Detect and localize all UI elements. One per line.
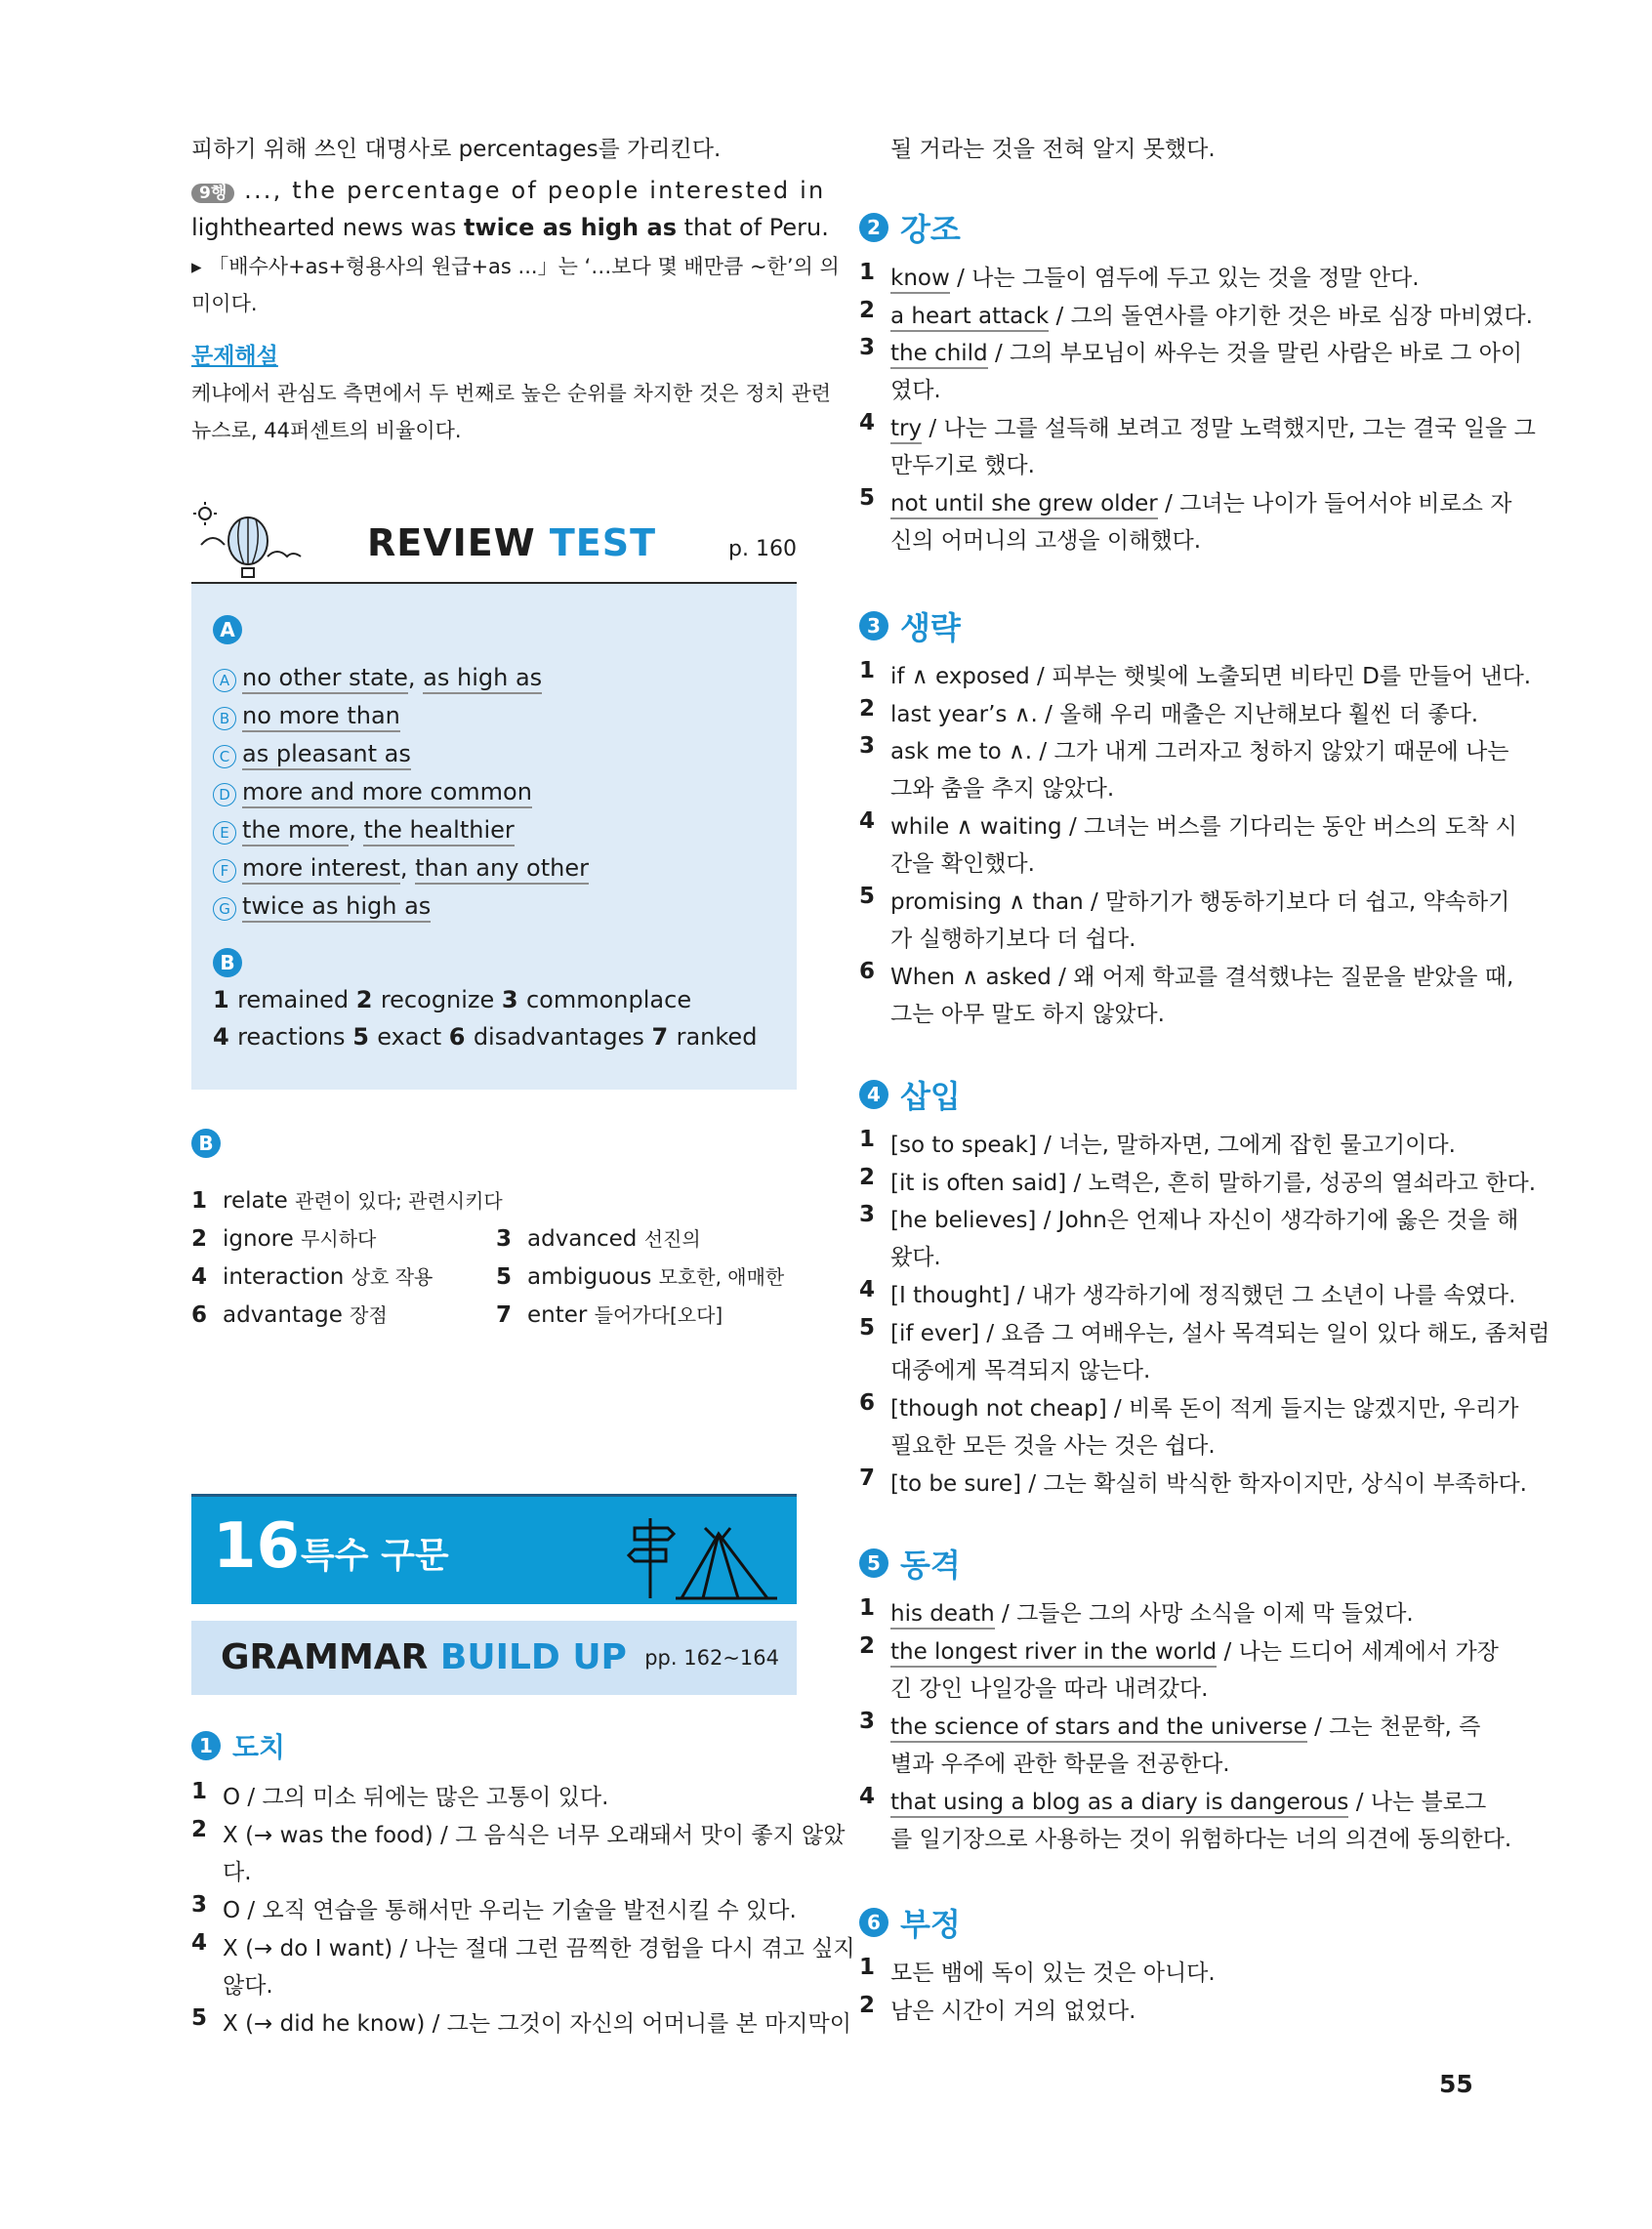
item-text bbox=[890, 808, 1517, 841]
answer-text: / 나는 그들이 염두에 두고 있는 것을 정말 안다. bbox=[949, 266, 1420, 291]
gbu-title-b: BUILD UP bbox=[439, 1637, 627, 1677]
review-a-answer: , bbox=[399, 854, 416, 882]
solution-line-1: 케냐에서 관심도 측면에서 두 번째로 높은 순위를 차지한 것은 정치 관련 bbox=[191, 382, 832, 405]
line-tag: 9행 bbox=[191, 184, 234, 203]
item-text bbox=[890, 260, 1420, 292]
item-number: 6 bbox=[859, 959, 876, 984]
section-header bbox=[859, 1072, 961, 1117]
section-number: 1 bbox=[191, 1731, 221, 1760]
item-number: 4 bbox=[191, 1930, 208, 1956]
answer-text: / 그의 돌연사를 야기한 것은 바로 심장 마비였다. bbox=[1049, 303, 1533, 329]
review-a-item bbox=[213, 892, 431, 921]
note-line-1: ▸ 「배수사+as+형용사의 원급+as ...」는 ‘…보다 몇 배만큼 ~한’의 의 bbox=[191, 255, 840, 278]
answer-underlined: not until she grew older bbox=[890, 491, 1158, 519]
item-number: 5 bbox=[859, 884, 876, 909]
intro-text: 피하기 위해 쓰인 대명사로 percentages를 가리킨다. bbox=[191, 137, 722, 162]
section-header bbox=[859, 205, 961, 250]
item-text bbox=[890, 1633, 1499, 1666]
answer-text: / 그들은 그의 사망 소식을 이제 막 들었다. bbox=[994, 1601, 1414, 1627]
section-title: 동격 bbox=[900, 1547, 961, 1584]
item-text: X (→ do I want) / 나는 절대 그런 끔찍한 경험을 다시 겪고 싶지 bbox=[223, 1936, 855, 1961]
review-b-word: remained bbox=[237, 986, 356, 1013]
vocab-meaning: 들어가다[오다] bbox=[594, 1303, 723, 1327]
answer-underlined: a heart attack bbox=[890, 304, 1049, 332]
item-number: 3 bbox=[859, 733, 876, 759]
answer-text: / 나는 드디어 세계에서 가장 bbox=[1217, 1638, 1499, 1665]
item-text-cont: 신의 어머니의 고생을 이해했다. bbox=[890, 528, 1202, 554]
answer-underlined: know bbox=[890, 266, 950, 294]
answer-text: [I thought] / 내가 생각하기에 정직했던 그 소년이 나를 속였다. bbox=[890, 1283, 1516, 1308]
unit-banner bbox=[191, 1494, 797, 1604]
review-a-answer: , bbox=[349, 816, 364, 844]
answer-text: [if ever] / 요즘 그 여배우는, 설사 목격되는 일이 있다 해도, 좀처럼 bbox=[890, 1320, 1550, 1346]
vocab-number: 2 bbox=[191, 1226, 208, 1252]
item-text-cont: 를 일기장으로 사용하는 것이 위험하다는 너의 의견에 동의한다. bbox=[890, 1826, 1512, 1852]
item-text-cont: 가 실행하기보다 더 쉽다. bbox=[890, 927, 1136, 952]
vocab-item bbox=[191, 1300, 388, 1328]
section-title: 삽입 bbox=[900, 1078, 961, 1115]
vocab-word: ignore bbox=[223, 1226, 302, 1252]
item-text bbox=[890, 1993, 1136, 2025]
gbu-title-a: GRAMMAR bbox=[221, 1637, 440, 1677]
item-text bbox=[890, 733, 1509, 765]
section-title: 부정 bbox=[900, 1906, 961, 1943]
review-page: p. 160 bbox=[728, 537, 797, 561]
vocab-meaning: 관련이 있다; 관련시키다 bbox=[295, 1189, 503, 1213]
item-text bbox=[890, 335, 1522, 367]
item-text bbox=[890, 1465, 1527, 1498]
vocab-item bbox=[496, 1261, 784, 1290]
item-number: 1 bbox=[191, 1779, 208, 1804]
vocab-meaning: 무시하다 bbox=[301, 1227, 377, 1251]
review-a-item bbox=[213, 854, 589, 883]
unit-title: 특수 구문 bbox=[301, 1536, 449, 1576]
item-text bbox=[890, 1390, 1518, 1423]
item-text bbox=[890, 696, 1478, 728]
review-a-mark: B bbox=[213, 707, 236, 730]
item-number: 4 bbox=[859, 410, 876, 435]
item-number: 3 bbox=[859, 1708, 876, 1734]
item-number: 5 bbox=[191, 2005, 208, 2031]
review-b-word: ranked bbox=[676, 1023, 758, 1051]
vocab-meaning: 선진의 bbox=[643, 1227, 701, 1251]
review-title-a: REVIEW bbox=[367, 521, 550, 564]
section-number: 3 bbox=[859, 611, 888, 640]
item-text bbox=[890, 1202, 1518, 1234]
review-b-line-1 bbox=[213, 986, 691, 1013]
answer-underlined: the science of stars and the universe bbox=[890, 1714, 1307, 1743]
review-a-badge: A bbox=[213, 615, 242, 644]
gbu-pages: pp. 162~164 bbox=[644, 1646, 779, 1670]
quote-part-2a: lighthearted news was bbox=[191, 214, 464, 241]
review-b-number: 4 bbox=[213, 1023, 238, 1051]
section-number: 4 bbox=[859, 1080, 888, 1109]
answer-underlined: the longest river in the world bbox=[890, 1639, 1217, 1668]
item-number: 3 bbox=[859, 1202, 876, 1227]
vocab-item bbox=[191, 1185, 503, 1214]
grammar-build-up-header bbox=[191, 1621, 797, 1695]
item-number: 2 bbox=[859, 1632, 876, 1659]
vocab-word: interaction bbox=[223, 1264, 351, 1290]
unit-number: 16 bbox=[213, 1510, 301, 1583]
vocab-meaning: 상호 작용 bbox=[351, 1265, 434, 1289]
vocab-item bbox=[496, 1300, 723, 1328]
review-a-item bbox=[213, 816, 515, 845]
answer-text: / 나는 그를 설득해 보려고 정말 노력했지만, 그는 결국 일을 그 bbox=[922, 416, 1536, 441]
item-number: 2 bbox=[859, 1992, 876, 2018]
answer-underlined: that using a blog as a diary is dangerous bbox=[890, 1790, 1348, 1818]
review-a-answer: more and more common bbox=[242, 778, 532, 808]
section-number: 5 bbox=[859, 1548, 888, 1578]
answer-text: while ∧ waiting / 그녀는 버스를 기다리는 동안 버스의 도착 시 bbox=[890, 814, 1517, 840]
review-b-number: 7 bbox=[651, 1023, 677, 1051]
review-a-answer: , bbox=[407, 664, 424, 691]
item-number: 6 bbox=[859, 1389, 876, 1416]
item-number: 1 bbox=[859, 1127, 876, 1152]
answer-text: 남은 시간이 거의 없었다. bbox=[890, 1998, 1136, 2024]
section-header bbox=[859, 1900, 961, 1945]
item-text-cont: 필요한 모든 것을 사는 것은 쉽다. bbox=[890, 1432, 1216, 1459]
item-text-cont: 왔다. bbox=[890, 1245, 941, 1270]
item-text-cont: 대중에게 목격되지 않는다. bbox=[890, 1357, 1151, 1383]
answer-text: / 그는 천문학, 즉 bbox=[1306, 1713, 1481, 1740]
answer-text: [to be sure] / 그는 확실히 박식한 학자이지만, 상식이 부족하다. bbox=[890, 1470, 1527, 1497]
review-b-number: 3 bbox=[501, 986, 526, 1013]
review-b-number: 6 bbox=[448, 1023, 474, 1051]
review-b-number: 5 bbox=[352, 1023, 378, 1051]
review-b-word: exact bbox=[377, 1023, 449, 1051]
review-b-number: 2 bbox=[355, 986, 381, 1013]
answer-text: / 그의 부모님이 싸우는 것을 말린 사람은 바로 그 아이 bbox=[987, 341, 1523, 366]
section-header bbox=[859, 1541, 961, 1586]
top-line: 될 거라는 것을 전혀 알지 못했다. bbox=[890, 137, 1216, 162]
answer-text: if ∧ exposed / 피부는 햇빛에 노출되면 비타민 D를 만들어 낸다. bbox=[890, 664, 1532, 689]
review-a-answer: no more than bbox=[242, 702, 400, 732]
section-number: 2 bbox=[859, 213, 888, 242]
vocab-number: 7 bbox=[496, 1302, 513, 1328]
item-number: 1 bbox=[859, 658, 876, 683]
answer-text: [so to speak] / 너는, 말하자면, 그에게 잡힌 물고기이다. bbox=[890, 1133, 1456, 1158]
answer-text: ask me to ∧. / 그가 내게 그러자고 청하지 않았기 때문에 나는 bbox=[890, 739, 1509, 764]
item-text: O / 오직 연습을 통해서만 우리는 기술을 발전시킬 수 있다. bbox=[223, 1898, 797, 1923]
review-a-answer: than any other bbox=[415, 854, 589, 885]
item-number: 2 bbox=[859, 695, 876, 722]
section-header bbox=[859, 603, 961, 648]
answer-underlined: his death bbox=[890, 1601, 995, 1630]
item-text-cont: 별과 우주에 관한 학문을 전공한다. bbox=[890, 1751, 1230, 1777]
item-text: O / 그의 미소 뒤에는 많은 고통이 있다. bbox=[223, 1785, 609, 1810]
item-text bbox=[890, 1784, 1486, 1816]
item-text bbox=[890, 1165, 1536, 1197]
answer-text: 모든 뱀에 독이 있는 것은 아니다. bbox=[890, 1961, 1216, 1986]
review-title-b: TEST bbox=[549, 521, 657, 564]
item-text-cont: 만두기로 했다. bbox=[890, 453, 1035, 478]
item-text-cont: 그는 아무 말도 하지 않았다. bbox=[890, 1002, 1165, 1027]
vocab-number: 4 bbox=[191, 1264, 208, 1290]
item-number: 1 bbox=[859, 260, 876, 285]
vocab-badge: B bbox=[191, 1129, 221, 1158]
answer-underlined: try bbox=[890, 416, 922, 444]
quote-line-1 bbox=[191, 176, 825, 208]
vocab-item bbox=[191, 1223, 376, 1252]
review-b-word: commonplace bbox=[525, 986, 692, 1013]
item-number: 7 bbox=[859, 1465, 876, 1491]
review-a-mark: C bbox=[213, 745, 236, 768]
gbu-title bbox=[221, 1637, 627, 1677]
item-number: 5 bbox=[859, 1314, 876, 1341]
item-text-cont: 그와 춤을 추지 않았다. bbox=[890, 776, 1115, 802]
item-number: 5 bbox=[859, 485, 876, 511]
vocab-word: ambiguous bbox=[527, 1264, 659, 1290]
item-text: 않다. bbox=[223, 1973, 273, 1999]
quote-part-1: ..., the percentage of people interested in bbox=[244, 177, 826, 204]
tent-signpost-icon bbox=[621, 1510, 787, 1600]
item-number: 3 bbox=[859, 335, 876, 360]
review-a-mark: E bbox=[213, 821, 236, 845]
section-title: 생략 bbox=[900, 609, 961, 646]
review-b-number: 1 bbox=[213, 986, 238, 1013]
review-a-mark: A bbox=[213, 669, 236, 692]
review-a-answer: no other state bbox=[242, 664, 408, 694]
vocab-number: 1 bbox=[191, 1188, 208, 1214]
vocab-word: enter bbox=[527, 1302, 595, 1328]
item-text-cont: 긴 강인 나일강을 따라 내려갔다. bbox=[890, 1675, 1209, 1702]
quote-bold: twice as high as bbox=[464, 214, 677, 241]
item-text bbox=[890, 1709, 1480, 1741]
item-text bbox=[890, 298, 1533, 330]
item-number: 2 bbox=[191, 1817, 208, 1842]
solution-line-2: 뉴스로, 44퍼센트의 비율이다. bbox=[191, 419, 462, 442]
review-a-mark: D bbox=[213, 783, 236, 806]
review-a-answer: twice as high as bbox=[242, 892, 431, 923]
review-a-answer: the more bbox=[242, 816, 349, 846]
review-box bbox=[191, 584, 797, 1090]
quote-part-2b: that of Peru. bbox=[676, 214, 829, 241]
answer-underlined: the child bbox=[890, 341, 988, 369]
item-number: 3 bbox=[191, 1892, 208, 1918]
item-number: 4 bbox=[859, 1783, 876, 1809]
review-b-word: disadvantages bbox=[473, 1023, 652, 1051]
page-number: 55 bbox=[1439, 2070, 1473, 2098]
solution-label: 문제해설 bbox=[191, 344, 278, 369]
answer-text: / 그녀는 나이가 들어서야 비로소 자 bbox=[1157, 491, 1512, 516]
vocab-number: 6 bbox=[191, 1302, 208, 1328]
item-number: 4 bbox=[859, 1277, 876, 1302]
vocab-number: 5 bbox=[496, 1264, 513, 1290]
review-b-word: reactions bbox=[237, 1023, 353, 1051]
item-text bbox=[890, 1315, 1549, 1347]
item-text bbox=[890, 1127, 1456, 1159]
item-text bbox=[890, 1277, 1515, 1309]
answer-text: last year’s ∧. / 올해 우리 매출은 지난해보다 훨씬 더 좋다. bbox=[890, 701, 1479, 727]
vocab-meaning: 모호한, 애매한 bbox=[658, 1265, 785, 1289]
item-number: 1 bbox=[859, 1595, 876, 1621]
item-text: X (→ did he know) / 그는 그것이 자신의 어머니를 본 마지막이 bbox=[223, 2011, 851, 2037]
section-inversion-header bbox=[191, 1726, 285, 1765]
answer-text: [though not cheap] / 비록 돈이 적게 들지는 않겠지만, 우리가 bbox=[890, 1395, 1519, 1422]
vocab-word: advanced bbox=[527, 1226, 644, 1252]
review-title bbox=[367, 521, 656, 564]
section-title: 도치 bbox=[232, 1731, 286, 1763]
review-a-answer: more interest bbox=[242, 854, 400, 885]
item-text-cont: 였다. bbox=[890, 378, 941, 403]
answer-text: / 나는 블로그 bbox=[1348, 1789, 1487, 1815]
item-text bbox=[890, 884, 1509, 916]
item-text bbox=[890, 485, 1511, 517]
item-text bbox=[890, 410, 1536, 442]
balloon-icon bbox=[191, 500, 309, 580]
vocab-meaning: 장점 bbox=[350, 1303, 388, 1327]
section-title: 강조 bbox=[900, 211, 961, 248]
item-number: 4 bbox=[859, 808, 876, 834]
review-a-item bbox=[213, 778, 532, 806]
item-text bbox=[890, 959, 1513, 991]
review-b-badge: B bbox=[213, 948, 242, 977]
review-b-line-2 bbox=[213, 1023, 757, 1051]
review-a-mark: G bbox=[213, 897, 236, 921]
section-number: 6 bbox=[859, 1908, 888, 1937]
answer-text: When ∧ asked / 왜 어제 학교를 결석했냐는 질문을 받았을 때, bbox=[890, 965, 1514, 990]
item-text: 다. bbox=[223, 1860, 252, 1885]
vocab-word: relate bbox=[223, 1188, 296, 1214]
answer-text: [he believes] / John은 언제나 자신이 생각하기에 옳은 것을 해 bbox=[890, 1208, 1519, 1233]
item-text-cont: 간을 확인했다. bbox=[890, 851, 1035, 877]
review-a-answer: as pleasant as bbox=[242, 740, 411, 770]
item-text bbox=[890, 658, 1531, 690]
item-text bbox=[890, 1595, 1414, 1628]
vocab-item bbox=[191, 1261, 433, 1290]
quote-line-2 bbox=[191, 213, 829, 242]
note-line-2: 미이다. bbox=[191, 292, 258, 315]
review-a-item bbox=[213, 664, 542, 692]
item-text: X (→ was the food) / 그 음식은 너무 오래돼서 맛이 좋지 않았 bbox=[223, 1823, 846, 1848]
review-a-mark: F bbox=[213, 859, 236, 883]
review-a-answer: the healthier bbox=[363, 816, 514, 846]
review-header bbox=[191, 500, 797, 585]
item-text bbox=[890, 1955, 1216, 1987]
review-a-item bbox=[213, 702, 400, 730]
review-a-answer: as high as bbox=[423, 664, 542, 694]
item-number: 1 bbox=[859, 1955, 876, 1980]
answer-text: [it is often said] / 노력은, 흔히 말하기를, 성공의 열쇠라고 한다. bbox=[890, 1170, 1537, 1196]
item-number: 2 bbox=[859, 1164, 876, 1190]
item-number: 2 bbox=[859, 297, 876, 323]
answer-text: promising ∧ than / 말하기가 행동하기보다 더 쉽고, 약속하기 bbox=[890, 889, 1510, 915]
review-b-word: recognize bbox=[380, 986, 502, 1013]
vocab-item bbox=[496, 1223, 701, 1252]
vocab-word: advantage bbox=[223, 1302, 351, 1328]
vocab-number: 3 bbox=[496, 1226, 513, 1252]
review-a-item bbox=[213, 740, 411, 768]
